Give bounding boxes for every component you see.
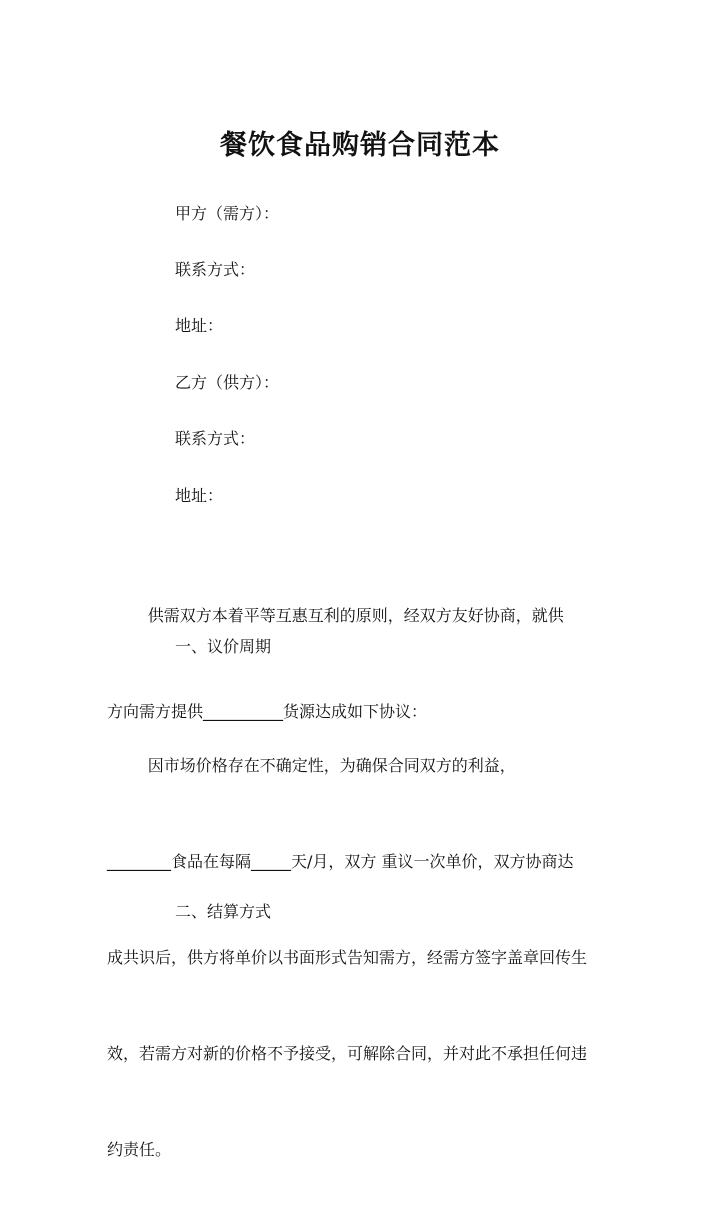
pricing-cycle-paragraph xyxy=(107,686,617,1230)
pricing-cycle-line: 因市场价格存在不确定性，为确保合同双方的利益， xyxy=(107,756,516,775)
pricing-cycle-line: 效，若需方对新的价格不予接受，可解除合同，并对此不承担任何违 xyxy=(107,1044,588,1063)
pricing-cycle-line: ________食品在每隔_____天/月，双方 重议一次单价，双方协商达 xyxy=(107,852,574,871)
section-heading-pricing-cycle: 一、议价周期 xyxy=(175,637,272,656)
pricing-cycle-line: 约责任。 xyxy=(107,1140,172,1159)
party-a-address-label: 地址： xyxy=(175,316,224,335)
party-a-contact-label: 联系方式： xyxy=(175,260,256,279)
party-b-contact-label: 联系方式： xyxy=(175,429,256,448)
pricing-cycle-line: 成共识后，供方将单价以书面形式告知需方，经需方签字盖章回传生 xyxy=(107,948,588,967)
section-heading-settlement: 二、结算方式 xyxy=(175,902,272,921)
document-title: 餐饮食品购销合同范本 xyxy=(220,130,500,161)
intro-line: 方向需方提供__________货源达成如下协议： xyxy=(107,702,428,721)
party-b-address-label: 地址： xyxy=(175,486,224,505)
intro-line: 供需双方本着平等互惠互利的原则，经双方友好协商，就供 xyxy=(107,606,564,625)
party-b-label: 乙方（供方）： xyxy=(175,373,280,392)
party-a-label: 甲方（需方）： xyxy=(175,204,280,223)
